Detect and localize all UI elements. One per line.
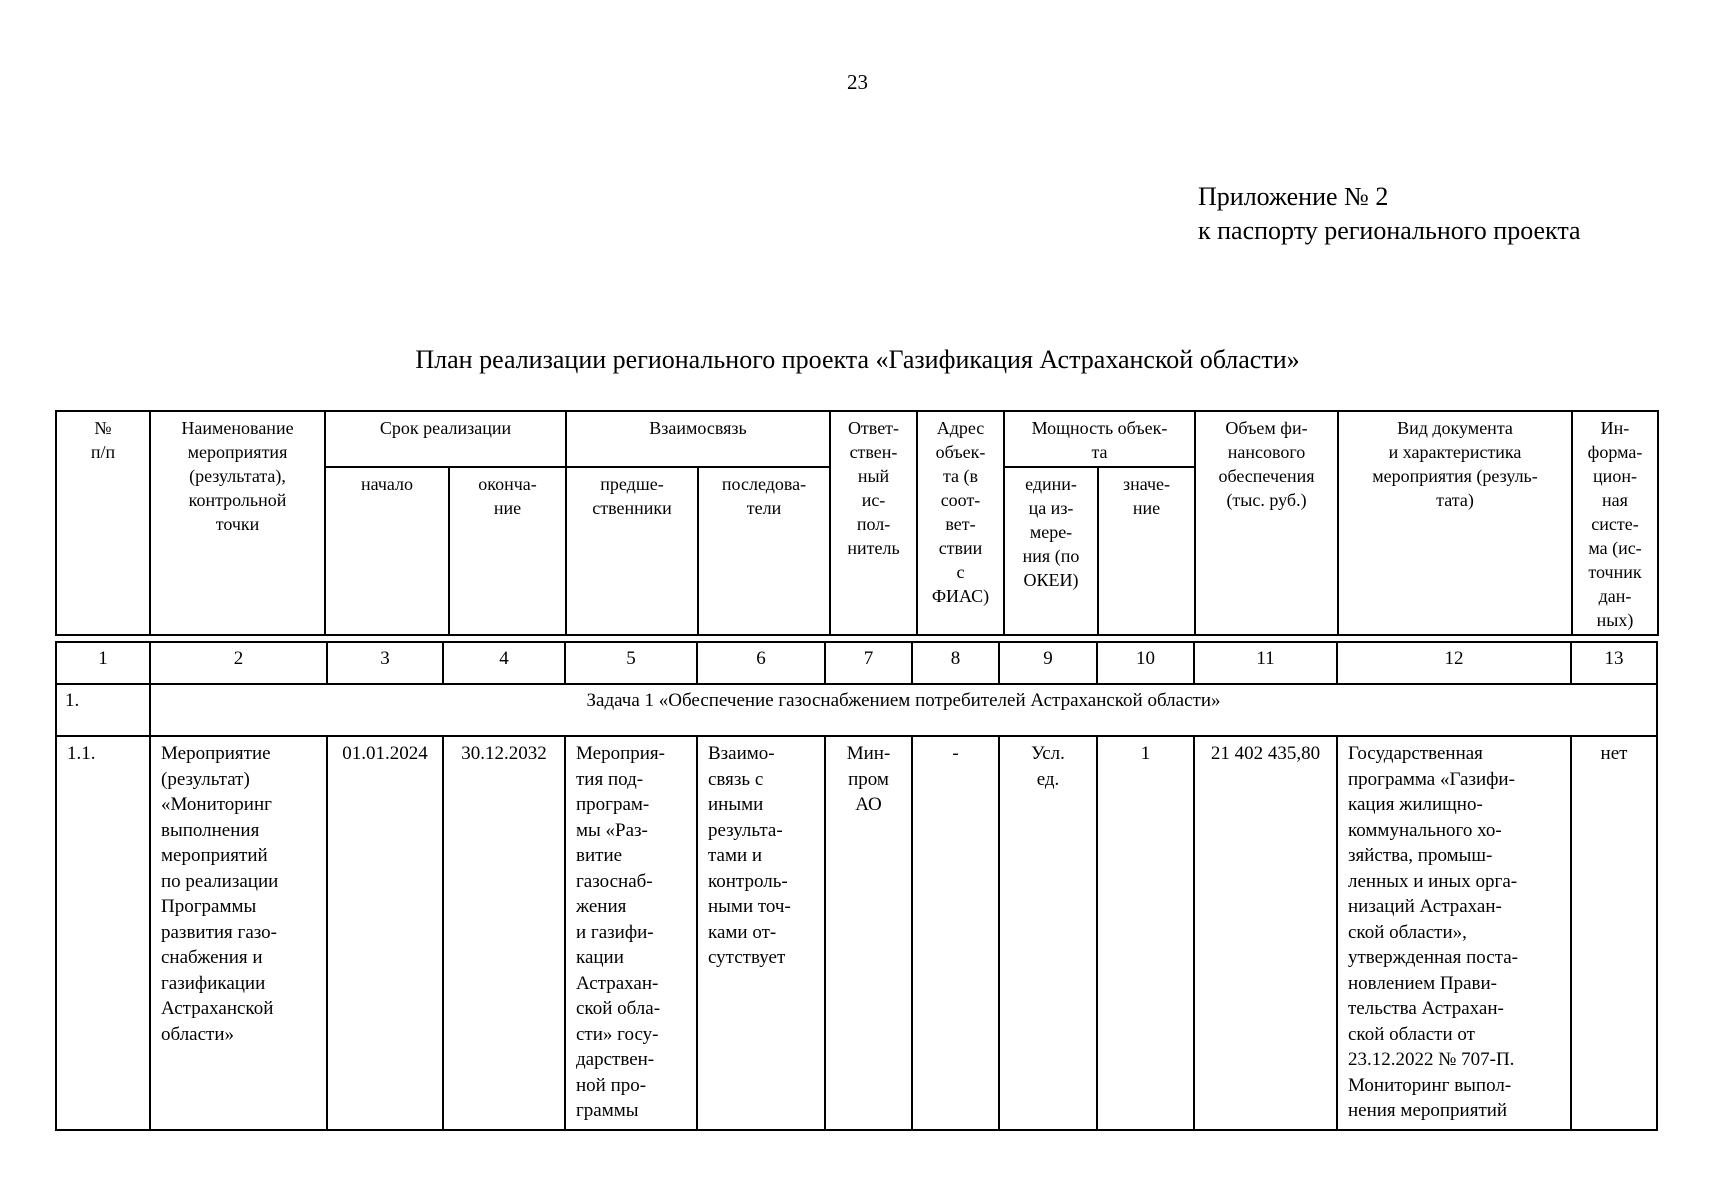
- plan-table-header: [55, 410, 1659, 636]
- column-number: 7: [825, 642, 912, 684]
- column-number: 1: [56, 642, 150, 684]
- row-document: Государственная программа «Газифи- кация жилищно- коммунального хо- зяйства, промыш- ленных и иных орга- низаций Астрахан- ской области», утвержденная поста- новлением Прави- тельства Астрахан- ской области от 23.12.2022 № 707-П. Мониторинг выпол- нения мероприятий: [1337, 736, 1571, 1130]
- appendix-line-1: Приложение № 2: [1198, 182, 1389, 211]
- column-number: 6: [697, 642, 825, 684]
- column-number: 11: [1194, 642, 1337, 684]
- row-finance: 21 402 435,80: [1194, 736, 1337, 1130]
- header-predecessors: предше- ственники: [566, 467, 698, 635]
- header-end: оконча- ние: [449, 467, 566, 635]
- row-start-date: 01.01.2024: [327, 736, 443, 1130]
- document-title: План реализации регионального проекта «Газификация Астраханской области»: [415, 345, 1300, 374]
- header-link-group: Взаимосвязь: [566, 411, 830, 467]
- task-number: 1.: [56, 684, 150, 736]
- table-row: [56, 736, 1657, 1130]
- header-address: Адрес объек- та (в соот- вет- ствии с ФИАС): [917, 411, 1004, 635]
- column-number: 13: [1571, 642, 1657, 684]
- appendix-note: [1198, 180, 1581, 248]
- header-name: Наименование мероприятия (результата), контрольной точки: [150, 411, 325, 635]
- row-predecessors: Мероприя- тия под- програм- мы «Раз- витие газоснаб- жения и газифи- кации Астрахан- ской обла- сти» госу- дарствен- ной про- граммы: [565, 736, 697, 1130]
- row-name: Мероприятие (результат) «Мониторинг выполнения мероприятий по реализации Программы развития газо- снабжения и газификации Астраханской области»: [150, 736, 327, 1130]
- column-number: 3: [327, 642, 443, 684]
- page-number: 23: [847, 70, 868, 94]
- row-unit: Усл. ед.: [999, 736, 1097, 1130]
- header-no: № п/п: [56, 411, 150, 635]
- appendix-line-2: к паспорту регионального проекта: [1198, 216, 1581, 245]
- column-number: 10: [1097, 642, 1194, 684]
- header-info-system: Ин- форма- цион- ная систе- ма (ис- точник дан- ных): [1572, 411, 1658, 635]
- header-value: значе- ние: [1098, 467, 1195, 635]
- plan-table-body: [55, 641, 1658, 1131]
- task-title: Задача 1 «Обеспечение газоснабжением потребителей Астраханской области»: [150, 684, 1657, 736]
- header-successors: последова- тели: [698, 467, 830, 635]
- column-number: 4: [443, 642, 565, 684]
- header-responsible: Ответ- ствен- ный ис- пол- нитель: [830, 411, 917, 635]
- task-row: [56, 684, 1657, 736]
- row-end-date: 30.12.2032: [443, 736, 565, 1130]
- header-document: Вид документа и характеристика мероприятия (резуль- тата): [1338, 411, 1572, 635]
- row-info-system: нет: [1571, 736, 1657, 1130]
- column-number: 9: [999, 642, 1097, 684]
- row-number: 1.1.: [56, 736, 150, 1130]
- row-responsible: Мин- пром АО: [825, 736, 912, 1130]
- row-value: 1: [1097, 736, 1194, 1130]
- header-power-group: Мощность объек- та: [1004, 411, 1195, 467]
- column-number: 12: [1337, 642, 1571, 684]
- header-term-group: Срок реализации: [325, 411, 566, 467]
- column-number: 2: [150, 642, 327, 684]
- header-finance: Объем фи- нансового обеспечения (тыс. руб.): [1195, 411, 1338, 635]
- column-numbers-row: [56, 642, 1657, 684]
- row-address: -: [912, 736, 999, 1130]
- header-unit: едини- ца из- мере- ния (по ОКЕИ): [1004, 467, 1098, 635]
- header-start: начало: [325, 467, 449, 635]
- column-number: 8: [912, 642, 999, 684]
- column-number: 5: [565, 642, 697, 684]
- row-successors: Взаимо- связь с иными результа- тами и контроль- ными точ- ками от- сутствует: [697, 736, 825, 1130]
